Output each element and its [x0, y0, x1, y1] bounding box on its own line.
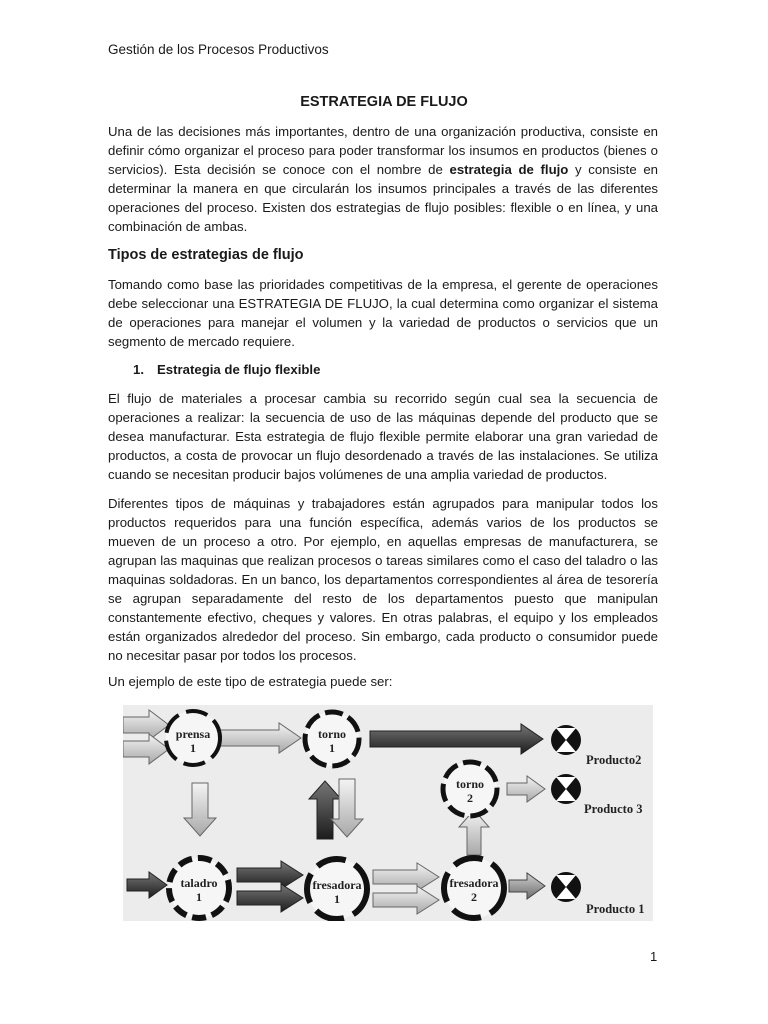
list-item-number: 1.: [133, 362, 144, 377]
machine-torno-2: [443, 762, 497, 816]
arrow-fresadora1-to-fresadora2-1: [373, 863, 439, 891]
example-intro-paragraph: Un ejemplo de este tipo de estrategia puede ser:: [108, 674, 393, 689]
intro-text-start: Una de las decisiones más importantes, dentro de una organización productiva, consiste en definir cómo organizar el proceso para poder transformar los insumos en productos (bienes o servicios). Esta decisión se conoce con el nombre de: [108, 124, 658, 177]
machine-fresadora-1: [307, 859, 367, 919]
fresadora1-label: fresadora: [312, 878, 362, 892]
product-icon-producto2: [551, 725, 581, 755]
torno2-number: 2: [467, 791, 473, 805]
machine-taladro-1: [169, 858, 229, 918]
torno1-number: 1: [329, 741, 335, 755]
flow-diagram: [123, 705, 653, 921]
list-item-heading: [133, 362, 320, 377]
list-item-label: Estrategia de flujo flexible: [157, 362, 321, 377]
product-icon-producto1: [551, 872, 581, 902]
arrow-taladro-to-fresadora1-2: [237, 884, 303, 912]
torno2-label: torno: [456, 777, 484, 791]
arrow-prensa-to-torno1: [211, 723, 301, 753]
machine-torno-1: [305, 712, 359, 766]
arrow-fresadora2-to-producto1: [509, 873, 545, 899]
producto3-label: Producto 3: [584, 802, 643, 816]
prensa-number: 1: [190, 741, 196, 755]
grouping-paragraph: Diferentes tipos de máquinas y trabajadores están agrupados para manipular todos los productos requeridos para una función específica, además varios de los productos se mueven de un proceso a otro. Por ejemplo, en aquellas empresas de manufacturera, se agrupan las maquinas que realizan procesos o tareas similares como el caso del taladro o las maquinas soldadoras. En un banco, los departamentos correspondientes al área de tesorería se agrupan separadamente del resto de los departamentos puesto que manipulan constantemente efectivo, cheques y valores. En otras palabras, el equipo y los empleados están organizados alrededor del proceso. Sin embargo, cada producto o consumidor puede no necesitar pasar por todos los procesos.: [108, 496, 658, 663]
section-paragraph: Tomando como base las prioridades competitivas de la empresa, el gerente de operaciones debe seleccionar una ESTRATEGIA DE FLUJO, la cual determina como organizar el sistema de operaciones para manejar el volumen y la variedad de productos o servicios que un segmento de mercado requiere.: [108, 277, 658, 349]
arrow-input-taladro: [127, 872, 167, 898]
arrow-input-prensa-1: [123, 710, 169, 740]
page-number: 1: [650, 949, 658, 964]
producto1-label: Producto 1: [586, 902, 645, 916]
intro-bold-term: estrategia de flujo: [449, 162, 569, 177]
arrow-input-prensa-2: [123, 734, 169, 764]
arrow-fresadora1-to-torno1: [309, 781, 341, 839]
section-heading: Tipos de estrategias de flujo: [108, 247, 304, 263]
arrow-torno1-to-producto2: [370, 724, 543, 754]
machine-fresadora-2: [444, 858, 504, 918]
document-title: ESTRATEGIA DE FLUJO: [300, 94, 468, 110]
machine-prensa-1: [166, 711, 220, 765]
fresadora2-label: fresadora: [449, 876, 499, 890]
page-header: Gestión de los Procesos Productivos: [108, 42, 329, 57]
prensa-label: prensa: [175, 727, 211, 741]
arrow-taladro-to-fresadora1-1: [237, 861, 303, 889]
torno1-label: torno: [318, 727, 346, 741]
flow-diagram-figure: [123, 705, 653, 921]
arrow-torno2-to-producto3: [507, 776, 545, 802]
fresadora2-number: 2: [471, 890, 477, 904]
arrow-prensa-to-taladro: [184, 783, 216, 836]
fresadora1-number: 1: [334, 892, 340, 906]
intro-text-end: y consiste en determinar la manera en que circularán los insumos principales a través de las diferentes operaciones del proceso. Existen dos estrategias de flujo posibles: flexible o en línea, y una combinación de ambas.: [108, 162, 658, 234]
arrow-torno1-to-fresadora1: [331, 779, 363, 837]
taladro-label: taladro: [180, 876, 218, 890]
intro-paragraph: [108, 122, 658, 236]
taladro-number: 1: [196, 890, 202, 904]
arrow-fresadora1-to-fresadora2-2: [373, 886, 439, 914]
flexible-flow-paragraph: El flujo de materiales a procesar cambia su recorrido según cual sea la secuencia de operaciones a realizar: la secuencia de uso de las máquinas depende del producto que se desea manufacturar. Esta estrategia de flujo flexible permite elaborar una gran variedad de productos, a costa de provocar un flujo desordenado a través de las instalaciones. Se utiliza cuando se necesitan producir bajos volúmenes de una amplia variedad de productos.: [108, 391, 658, 482]
producto2-label: Producto2: [586, 753, 642, 767]
product-icon-producto3: [551, 774, 581, 804]
